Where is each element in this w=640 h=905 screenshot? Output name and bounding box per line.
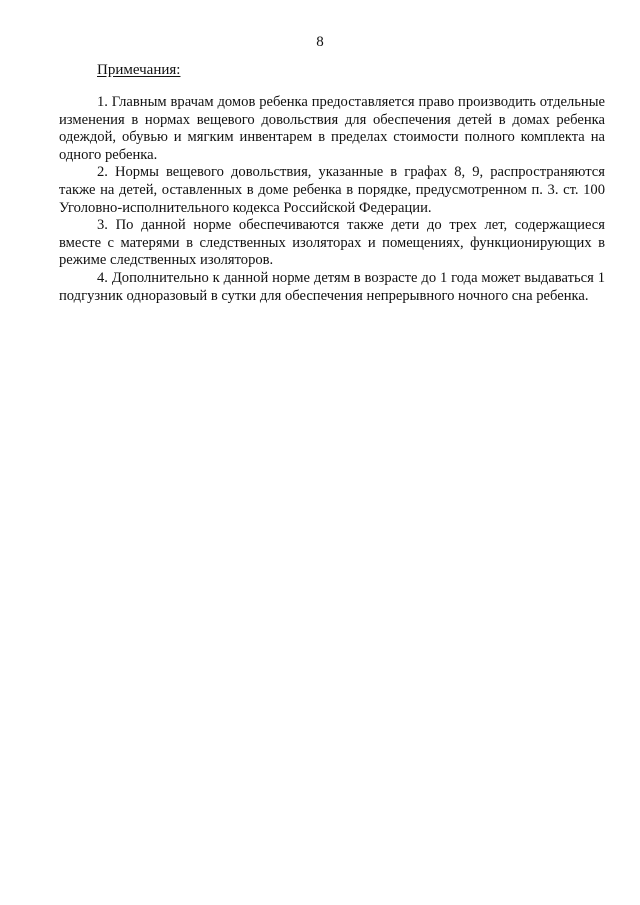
note-item-3: 3. По данной норме обеспечиваются также дети до трех лет, содержащиеся вместе с матерями в следственных изоляторах и помещениях, функционирующих в режиме следственных изоляторов. — [59, 217, 605, 269]
note-item-2: 2. Нормы вещевого довольствия, указанные в графах 8, 9, распространяются также на детей, оставленных в доме ребенка в порядке, предусмотренном п. 3. ст. 100 Уголовно-исполнительного кодекса Российской Федерации. — [59, 164, 605, 216]
page-number: 8 — [316, 34, 324, 50]
note-item-4: 4. Дополнительно к данной норме детям в возрасте до 1 года может выдаваться 1 подгузник одноразовый в сутки для обеспечения непрерывного ночного сна ребенка. — [59, 269, 605, 304]
notes-heading: Примечания: — [97, 62, 181, 78]
notes-list — [59, 94, 605, 305]
note-item-1: 1. Главным врачам домов ребенка предоставляется право производить отдельные изменения в нормах вещевого довольствия для обеспечения детей в домах ребенка одеждой, обувью и мягким инвентарем в пределах стоимости полного комплекта на одного ребенка. — [59, 94, 605, 163]
